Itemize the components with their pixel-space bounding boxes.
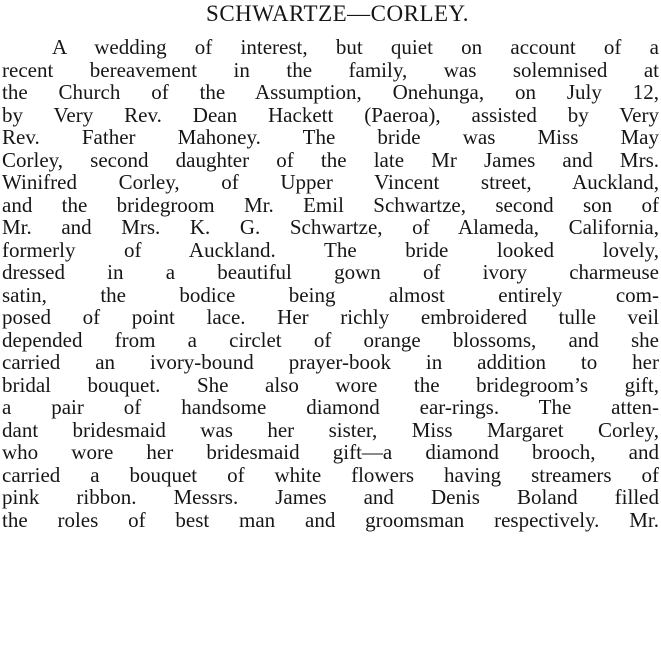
article-line: carried an ivory-bound prayer-book in addition to her	[2, 350, 659, 374]
article-line: posed of point lace. Her richly embroidered tulle veil	[2, 305, 659, 329]
article-line: Winifred Corley, of Upper Vincent street, Auckland,	[2, 170, 659, 194]
article-line: Rev. Father Mahoney. The bride was Miss May	[2, 125, 659, 149]
article-line: satin, the bodice being almost entirely com-	[2, 282, 659, 307]
article-line: carried a bouquet of white flowers having streamers of	[2, 462, 659, 487]
article-line: the roles of best man and groomsman respectively. Mr.	[2, 507, 659, 532]
article-line: by Very Rev. Dean Hackett (Paeroa), assisted by Very	[2, 102, 659, 127]
article-headline: SCHWARTZE—CORLEY.	[206, 1, 469, 26]
article-line: formerly of Auckland. The bride looked lovely,	[2, 237, 659, 262]
article-line: the Church of the Assumption, Onehunga, on July 12,	[2, 80, 659, 104]
article-line: and the bridegroom Mr. Emil Schwartze, second son of	[2, 192, 659, 217]
article-line: pink ribbon. Messrs. James and Denis Boland filled	[2, 485, 659, 509]
article-line: recent bereavement in the family, was solemnised at	[2, 57, 659, 82]
article-line: a pair of handsome diamond ear-rings. The atten-	[2, 395, 659, 419]
article-line: dressed in a beautiful gown of ivory charmeuse	[2, 260, 659, 284]
article-line: Mr. and Mrs. K. G. Schwartze, of Alameda, California,	[2, 215, 659, 239]
article-line: dant bridesmaid was her sister, Miss Margaret Corley,	[2, 417, 659, 442]
article-line: depended from a circlet of orange blossoms, and she	[2, 327, 659, 352]
article-line: A wedding of interest, but quiet on account of a	[52, 35, 659, 59]
article-line: who wore her bridesmaid gift—a diamond brooch, and	[2, 440, 659, 464]
article-line: bridal bouquet. She also wore the bridegroom’s gift,	[2, 372, 659, 397]
article-line: Corley, second daughter of the late Mr James and Mrs.	[2, 147, 659, 172]
